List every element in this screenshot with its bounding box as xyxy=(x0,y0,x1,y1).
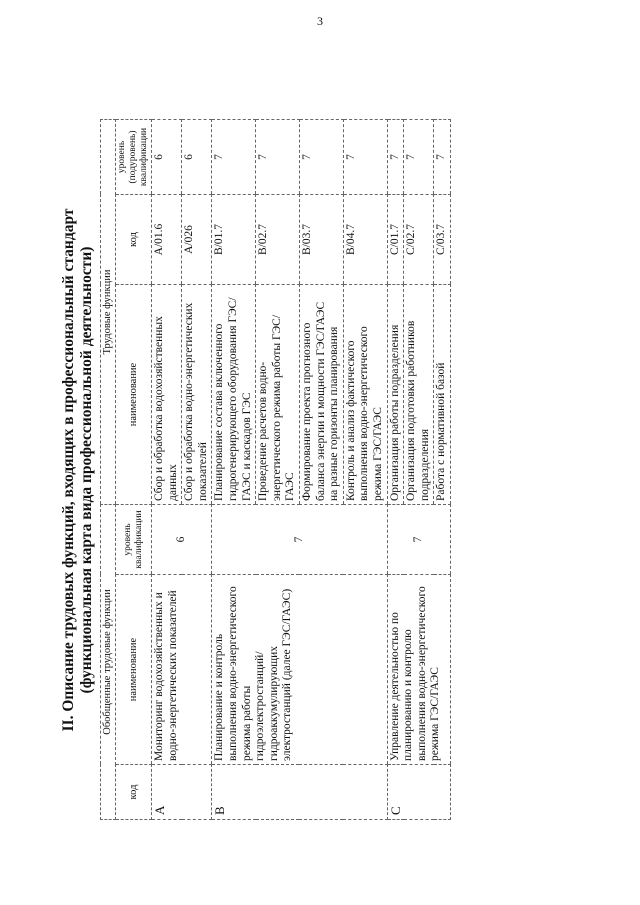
function-code: B/03.7 xyxy=(299,195,343,285)
group-code: A xyxy=(152,765,212,820)
function-name: Работа с нормативной базой xyxy=(434,285,451,505)
function-code: C/01.7 xyxy=(387,195,404,285)
group-name: Управление деятельностью по планированию и контролю выполнения водно-энергетического режима ГЭС/ГАЭС xyxy=(387,575,450,765)
title-line-2: (функциональная карта вида профессиональной деятельности) xyxy=(78,246,95,694)
group-name: Мониторинг водохозяйственных и водно-энергетических показателей xyxy=(152,575,212,765)
header-level: уровень квалификации xyxy=(116,505,152,575)
rotated-page xyxy=(20,70,620,870)
header-sublevel: уровень (подуровень) квалификации xyxy=(116,119,152,194)
document-title xyxy=(60,125,96,815)
function-level: 7 xyxy=(343,119,387,194)
function-code: B/01.7 xyxy=(212,195,256,285)
header-function-code: код xyxy=(116,195,152,285)
function-code: B/04.7 xyxy=(343,195,387,285)
function-name: Сбор и обработка водохозяйственных данных xyxy=(152,285,182,505)
group-level: 7 xyxy=(387,505,450,575)
function-name: Формирование проекта прогнозного баланса энергии и мощности ГЭС/ГАЭС на разные горизонты планирования xyxy=(299,285,343,505)
function-code: A/01.6 xyxy=(152,195,182,285)
function-code: C/03.7 xyxy=(434,195,451,285)
header-functions: Трудовые функции xyxy=(101,119,116,504)
function-name: Организация работы подразделения xyxy=(387,285,404,505)
function-name: Проведение расчетов водно-энергетического режима работы ГЭС/ГАЭС xyxy=(256,285,300,505)
group-level: 6 xyxy=(152,505,212,575)
group-code: B xyxy=(212,765,387,820)
header-name: наименование xyxy=(116,575,152,765)
group-level: 7 xyxy=(212,505,387,575)
function-level: 7 xyxy=(404,119,434,194)
functional-map-table xyxy=(100,119,451,820)
function-level: 7 xyxy=(387,119,404,194)
group-name: Планирование и контроль выполнения водно-энергетического режима работы гидроэлектростанций/ гидроаккумулирующих электростанций (далее ГЭС/ГАЭС) xyxy=(212,575,387,765)
header-code: код xyxy=(116,765,152,820)
function-level: 7 xyxy=(434,119,451,194)
header-generalized: Обобщенные трудовые функции xyxy=(101,505,116,820)
function-code: B/02.7 xyxy=(256,195,300,285)
header-function-name: наименование xyxy=(116,285,152,505)
table-row xyxy=(387,119,404,819)
function-code: A/026 xyxy=(182,195,212,285)
page-number: 3 xyxy=(317,14,323,28)
group-code: C xyxy=(387,765,450,820)
function-name: Организация подготовки работников подразделения xyxy=(404,285,434,505)
function-level: 6 xyxy=(182,119,212,194)
function-name: Планирование состава включенного гидрогенерирующего оборудования ГЭС/ГАЭС и каскадов ГЭС xyxy=(212,285,256,505)
table-row xyxy=(212,119,256,819)
function-level: 7 xyxy=(299,119,343,194)
function-name: Сбор и обработка водно-энергетических показателей xyxy=(182,285,212,505)
function-level: 7 xyxy=(256,119,300,194)
function-name: Контроль и анализ фактического выполнения водно-энергетического режима ГЭС/ГАЭС xyxy=(343,285,387,505)
function-code: C/02.7 xyxy=(404,195,434,285)
function-level: 6 xyxy=(152,119,182,194)
title-line-1: II. Описание трудовых функций, входящих в профессиональный стандарт xyxy=(60,208,77,732)
function-level: 7 xyxy=(212,119,256,194)
table-row xyxy=(152,119,182,819)
